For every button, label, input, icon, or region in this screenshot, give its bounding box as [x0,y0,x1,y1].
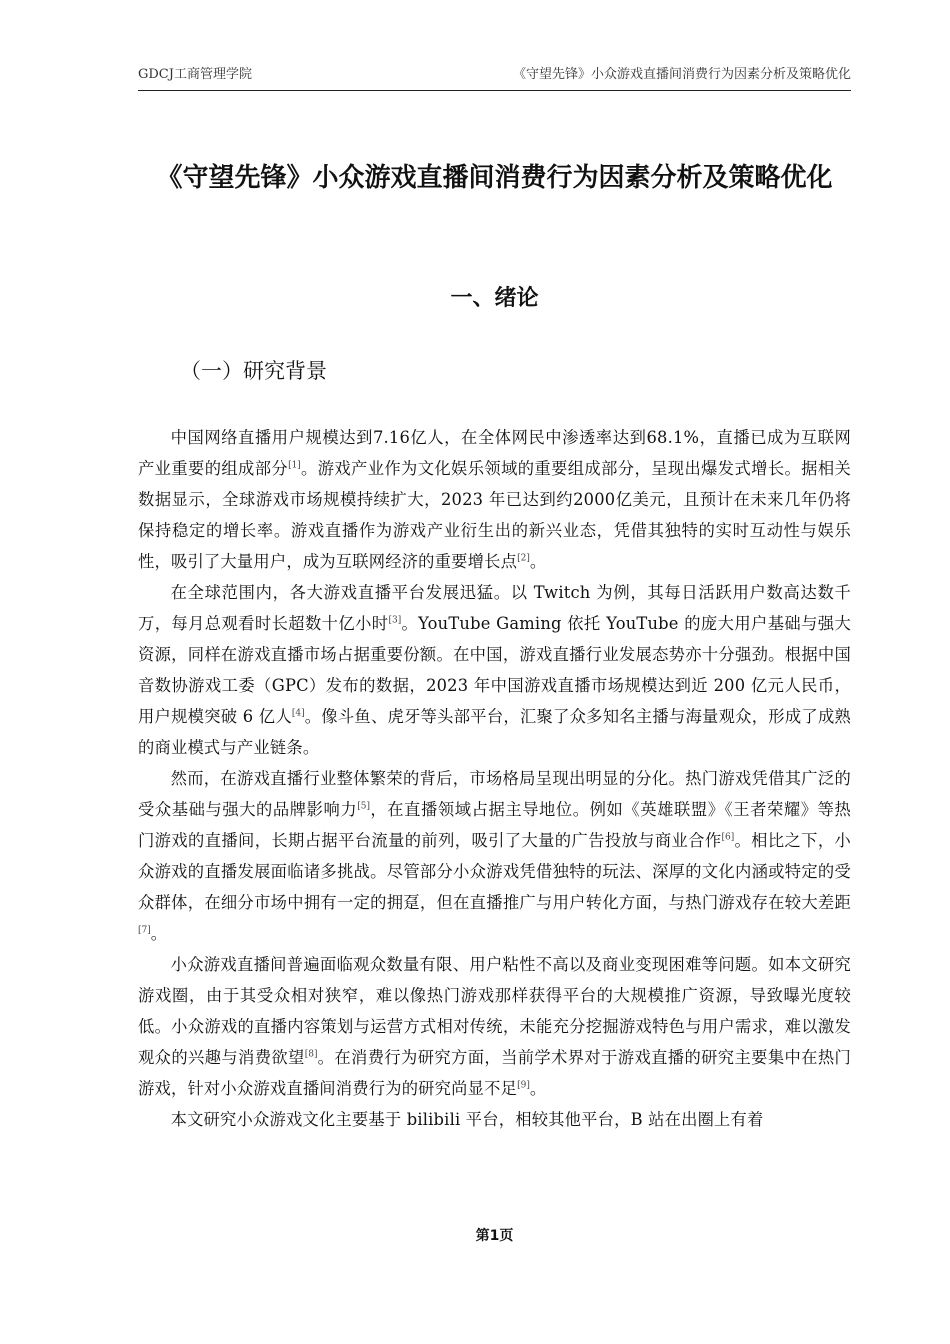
text-run: 在全球范围内，各大游戏直播平台发展迅猛。以 Twitch 为例，其每日活跃用户数高达数千万，每月总观看时长超数十亿小时 [138,583,851,633]
citation-ref: [1] [288,460,301,471]
text-run: 。 [529,1079,547,1098]
text-run: 。游戏产业作为文化娱乐领域的重要组成部分，呈现出爆发式增长。据相关数据显示，全球游戏市场规模持续扩大，2023 年已达到约2000亿美元，且预计在未来几年仍将保持稳定的增长率。游戏直播作为游戏产业衍生出的新兴业态，凭借其独特的实时互动性与娱乐性，吸引了大量用户，成为互联网经济的重要增长点 [138,459,851,571]
paragraph-1 [138,422,851,577]
text-run: 中国网络直播用户规模达到7.16亿人，在全体网民中渗透率达到68.1%，直播已成为互联网产业重要的组成部分 [138,428,851,478]
paragraph-5 [138,1104,851,1135]
citation-ref: [4] [291,708,305,719]
citation-ref: [6] [721,832,735,843]
header-running-title: 《守望先锋》小众游戏直播间消费行为因素分析及策略优化 [512,67,851,82]
paragraph-2 [138,577,851,763]
text-run: 。在消费行为研究方面，当前学术界对于游戏直播的研究主要集中在热门游戏，针对小众游戏直播间消费行为的研究尚显不足 [138,1048,851,1098]
text-run: 小众游戏直播间普遍面临观众数量有限、用户粘性不高以及商业变现困难等问题。如本文研究游戏圈，由于其受众相对狭窄，难以像热门游戏那样获得平台的大规模推广资源，导致曝光度较低。小众游戏的直播内容策划与运营方式相对传统，未能充分挖掘游戏特色与用户需求，难以激发观众的兴趣与消费欲望 [138,955,851,1067]
citation-ref: [3] [388,615,402,626]
paragraph-3 [138,763,851,949]
paragraph-4 [138,949,851,1104]
citation-ref: [5] [357,801,371,812]
text-run: 。 [529,552,547,571]
document-title: 《守望先锋》小众游戏直播间消费行为因素分析及策略优化 [156,163,833,193]
body-text [138,422,851,1135]
citation-ref: [2] [517,553,530,564]
text-run: 然而，在游戏直播行业整体繁荣的背后，市场格局呈现出明显的分化。热门游戏凭借其广泛的受众基础与强大的品牌影响力 [138,769,851,819]
citation-ref: [9] [517,1080,530,1091]
text-run: 。YouTube Gaming 依托 YouTube 的庞大用户基础与强大资源，同样在游戏直播市场占据重要份额。在中国，游戏直播行业发展态势亦十分强劲。根据中国音数协游戏工委（GPC）发布的数据，2023 年中国游戏直播市场规模达到近 200 亿元人民币，用户规模突破 6 亿人 [138,614,851,726]
text-run: ，在直播领域占据主导地位。例如《英雄联盟》《王者荣耀》等热门游戏的直播间，长期占据平台流量的前列，吸引了大量的广告投放与商业合作 [138,800,851,850]
citation-ref: [7] [138,925,151,936]
page-header [138,64,851,91]
page-number: 第1页 [475,1228,514,1244]
text-run: 。像斗鱼、虎牙等头部平台，汇聚了众多知名主播与海量观众，形成了成熟的商业模式与产业链条。 [138,707,851,757]
text-run: 。相比之下，小众游戏的直播发展面临诸多挑战。尽管部分小众游戏凭借独特的玩法、深厚的文化内涵或特定的受众群体，在细分市场中拥有一定的拥趸，但在直播推广与用户转化方面，与热门游戏存在较大差距 [138,831,851,912]
chapter-heading: 一、绪论 [450,286,539,311]
citation-ref: [8] [304,1049,318,1060]
text-run: 。 [150,924,168,943]
text-run: 本文研究小众游戏文化主要基于 bilibili 平台，相较其他平台，B 站在出圈上有着 [170,1110,764,1129]
header-institution: GDCJ工商管理学院 [138,67,252,82]
section-heading: （一）研究背景 [180,359,327,383]
